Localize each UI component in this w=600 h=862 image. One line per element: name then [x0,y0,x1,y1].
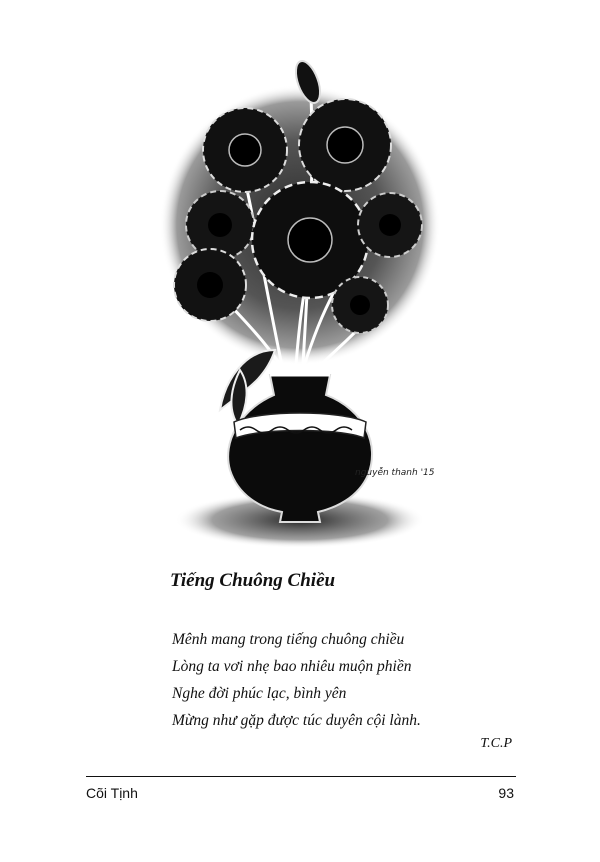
flower-vase-illustration [150,50,450,570]
poem-body [172,626,421,734]
poem-line: Lòng ta vơi nhẹ bao nhiêu muộn phiền [172,658,412,675]
footer-divider [86,776,516,777]
poem-line: Mừng như gặp được túc duyên cội lành. [172,712,421,729]
poem-line: Nghe đời phúc lạc, bình yên [172,685,347,702]
poem-author: T.C.P [480,736,512,751]
book-title: Cõi Tịnh [86,785,138,801]
page-number: 93 [498,785,514,801]
artist-signature: nguyễn thanh '15 [355,468,435,478]
poem-line: Mênh mang trong tiếng chuông chiều [172,631,405,648]
poem-title: Tiếng Chuông Chiều [170,570,336,591]
